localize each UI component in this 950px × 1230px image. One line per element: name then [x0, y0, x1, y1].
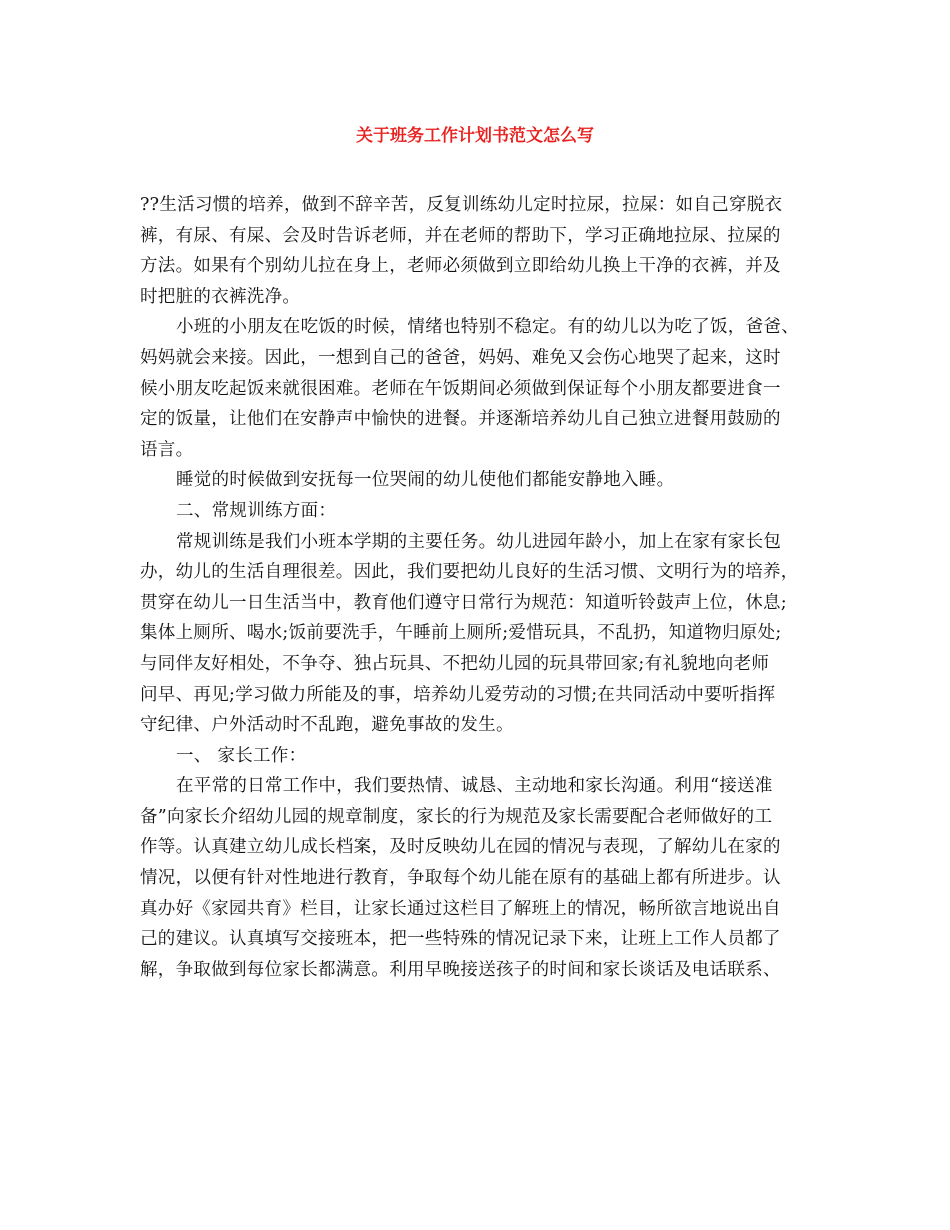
text-line: 备”向家长介绍幼儿园的规章制度，家长的行为规范及家长需要配合老师做好的工 — [140, 806, 773, 827]
text-line: 真办好《家园共育》栏目，让家长通过这栏目了解班上的情况，畅所欲言地说出自 — [140, 898, 781, 919]
text-line: 二、常规训练方面： — [176, 500, 337, 521]
text-line: 情况，以便有针对性地进行教育，争取每个幼儿能在原有的基础上都有所进步。认 — [140, 868, 781, 889]
text-line: 睡觉的时候做到安抚每一位哭闹的幼儿使他们都能安静地入睡。 — [176, 470, 675, 491]
text-line: 守纪律、户外活动时不乱跑，避免事故的发生。 — [140, 715, 514, 736]
text-line: 一、 家长工作： — [176, 745, 307, 766]
text-line: ??生活习惯的培养，做到不辞辛苦，反复训练幼儿定时拉尿，拉屎：如自己穿脱衣 — [140, 195, 783, 215]
text-line: 裤，有尿、有屎、会及时告诉老师，并在老师的帮助下，学习正确地拉尿、拉屎的 — [140, 225, 781, 246]
text-line: 时把脏的衣裤洗净。 — [140, 286, 301, 307]
text-line: 己的建议。认真填写交接班本，把一些特殊的情况记录下来，让班上工作人员都了 — [140, 929, 781, 950]
document-body — [140, 190, 826, 985]
text-line: 方法。如果有个别幼儿拉在身上，老师必须做到立即给幼儿换上干净的衣裤，并及 — [140, 256, 781, 277]
text-line: 候小朋友吃起饭来就很困难。老师在午饭期间必须做到保证每个小朋友都要进食一 — [140, 378, 781, 399]
text-line: 语言。 — [140, 439, 194, 460]
text-line: 贯穿在幼儿一日生活当中，教育他们遵守日常行为规范：知道听铃鼓声上位，休息; — [140, 592, 787, 613]
text-line: 解，争取做到每位家长都满意。利用早晚接送孩子的时间和家长谈话及电话联系、 — [140, 959, 781, 980]
text-line: 作等。认真建立幼儿成长档案，及时反映幼儿在园的情况与表现，了解幼儿在家的 — [140, 837, 781, 858]
text-line: 问早、再见;学习做力所能及的事，培养幼儿爱劳动的习惯;在共同活动中要听指挥 — [140, 684, 776, 705]
text-line: 定的饭量，让他们在安静声中愉快的进餐。并逐渐培养幼儿自己独立进餐用鼓励的 — [140, 409, 781, 430]
text-line: 妈妈就会来接。因此，一想到自己的爸爸，妈妈、难免又会伤心地哭了起来，这时 — [140, 347, 781, 368]
text-line: 与同伴友好相处，不争夺、独占玩具、不把幼儿园的玩具带回家;有礼貌地向老师 — [140, 653, 770, 674]
text-line: 办，幼儿的生活自理很差。因此，我们要把幼儿良好的生活习惯、文明行为的培养， — [140, 562, 799, 583]
text-line: 集体上厕所、喝水;饭前要洗手，午睡前上厕所;爱惜玩具，不乱扔，知道物归原处; — [140, 623, 782, 644]
text-line: 常规训练是我们小班本学期的主要任务。幼儿进园年龄小，加上在家有家长包 — [176, 531, 782, 552]
document-title: 关于班务工作计划书范文怎么写 — [356, 126, 594, 146]
text-line: 在平常的日常工作中，我们要热情、诚恳、主动地和家长沟通。利用“接送准 — [176, 776, 773, 797]
text-line: 小班的小朋友在吃饭的时候，情绪也特别不稳定。有的幼儿以为吃了饭，爸爸、 — [176, 317, 799, 338]
